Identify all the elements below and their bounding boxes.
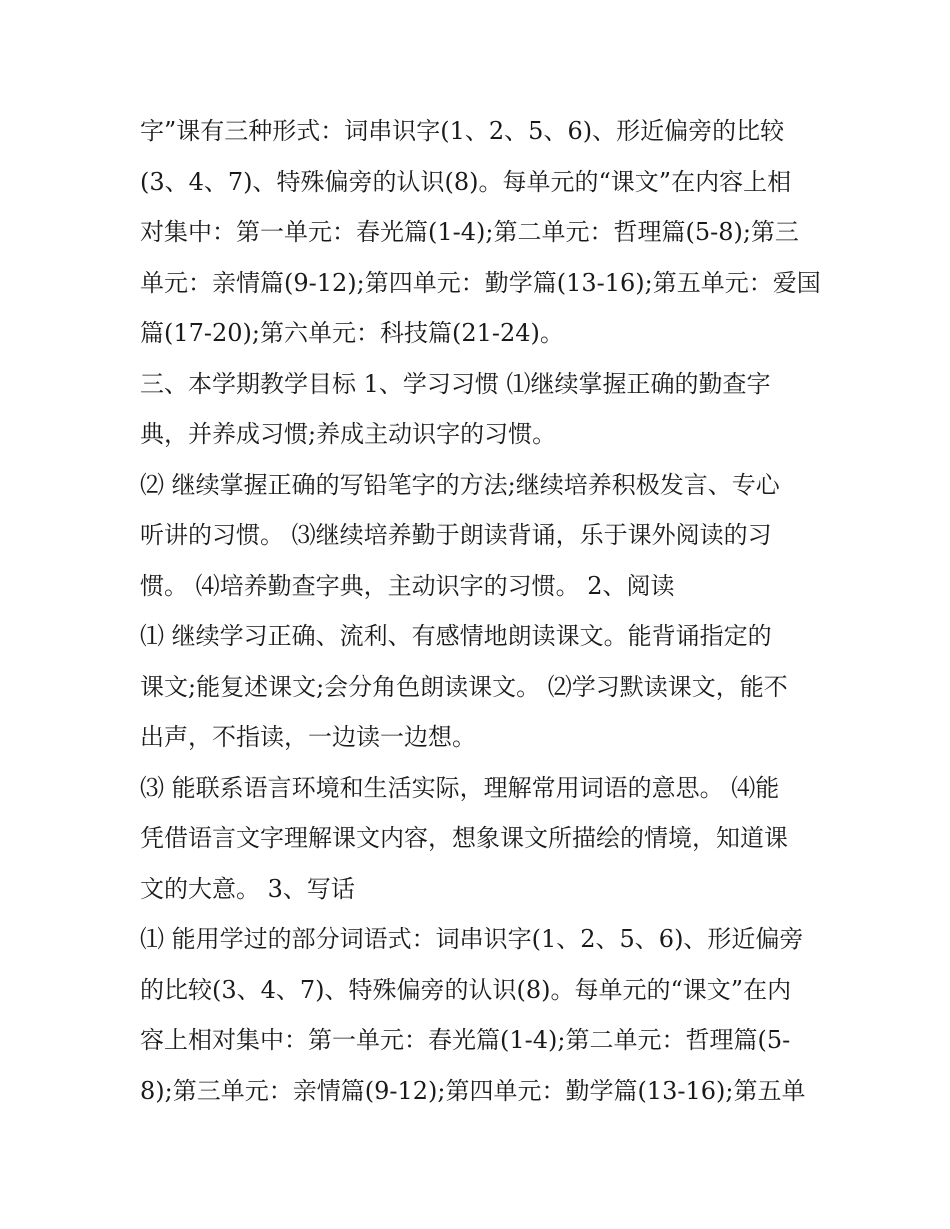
document-body — [140, 106, 820, 1116]
text-line: ⑶ 能联系语言环境和生活实际，理解常用词语的意思。 ⑷能 — [140, 773, 780, 802]
text-line: 文的大意。 3、写话 — [140, 874, 355, 903]
text-line: 8);第三单元：亲情篇(9-12);第四单元：勤学篇(13-16);第五单 — [140, 1076, 806, 1105]
text-line: 字”课有三种形式：词串识字(1、2、5、6)、形近偏旁的比较 — [140, 117, 785, 145]
text-line: 凭借语言文字理解课文内容，想象课文所描绘的情境，知道课 — [140, 824, 788, 852]
text-line: 容上相对集中：第一单元：春光篇(1-4);第二单元：哲理篇(5- — [140, 1026, 791, 1054]
text-line: 惯。 ⑷培养勤查字典，主动识字的习惯。 2、阅读 — [140, 571, 675, 600]
text-line: 听讲的习惯。 ⑶继续培养勤于朗读背诵，乐于课外阅读的习 — [140, 521, 772, 549]
text-line: 课文;能复述课文;会分角色朗读课文。 ⑵学习默读课文，能不 — [140, 672, 788, 701]
text-line: (3、4、7)、特殊偏旁的认识(8)。每单元的“课文”在内容上相 — [140, 167, 792, 196]
text-line: ⑴ 继续学习正确、流利、有感情地朗读课文。能背诵指定的 — [140, 622, 772, 650]
text-line: ⑵ 继续掌握正确的写铅笔字的方法;继续培养积极发言、专心 — [140, 470, 780, 499]
text-line: 三、本学期教学目标 1、学习习惯 ⑴继续掌握正确的勤查字 — [140, 369, 771, 398]
text-line: 对集中：第一单元：春光篇(1-4);第二单元：哲理篇(5-8);第三 — [140, 218, 799, 246]
text-line: 单元：亲情篇(9-12);第四单元：勤学篇(13-16);第五单元：爱国 — [140, 268, 821, 297]
text-line: 典，并养成习惯;养成主动识字的习惯。 — [140, 420, 557, 448]
text-line: ⑴ 能用学过的部分词语式：词串识字(1、2、5、6)、形近偏旁 — [140, 925, 804, 953]
text-line: 篇(17-20);第六单元：科技篇(21-24)。 — [140, 319, 564, 347]
text-line: 出声，不指读，一边读一边想。 — [140, 723, 476, 751]
text-line: 的比较(3、4、7)、特殊偏旁的认识(8)。每单元的“课文”在内 — [140, 975, 792, 1004]
